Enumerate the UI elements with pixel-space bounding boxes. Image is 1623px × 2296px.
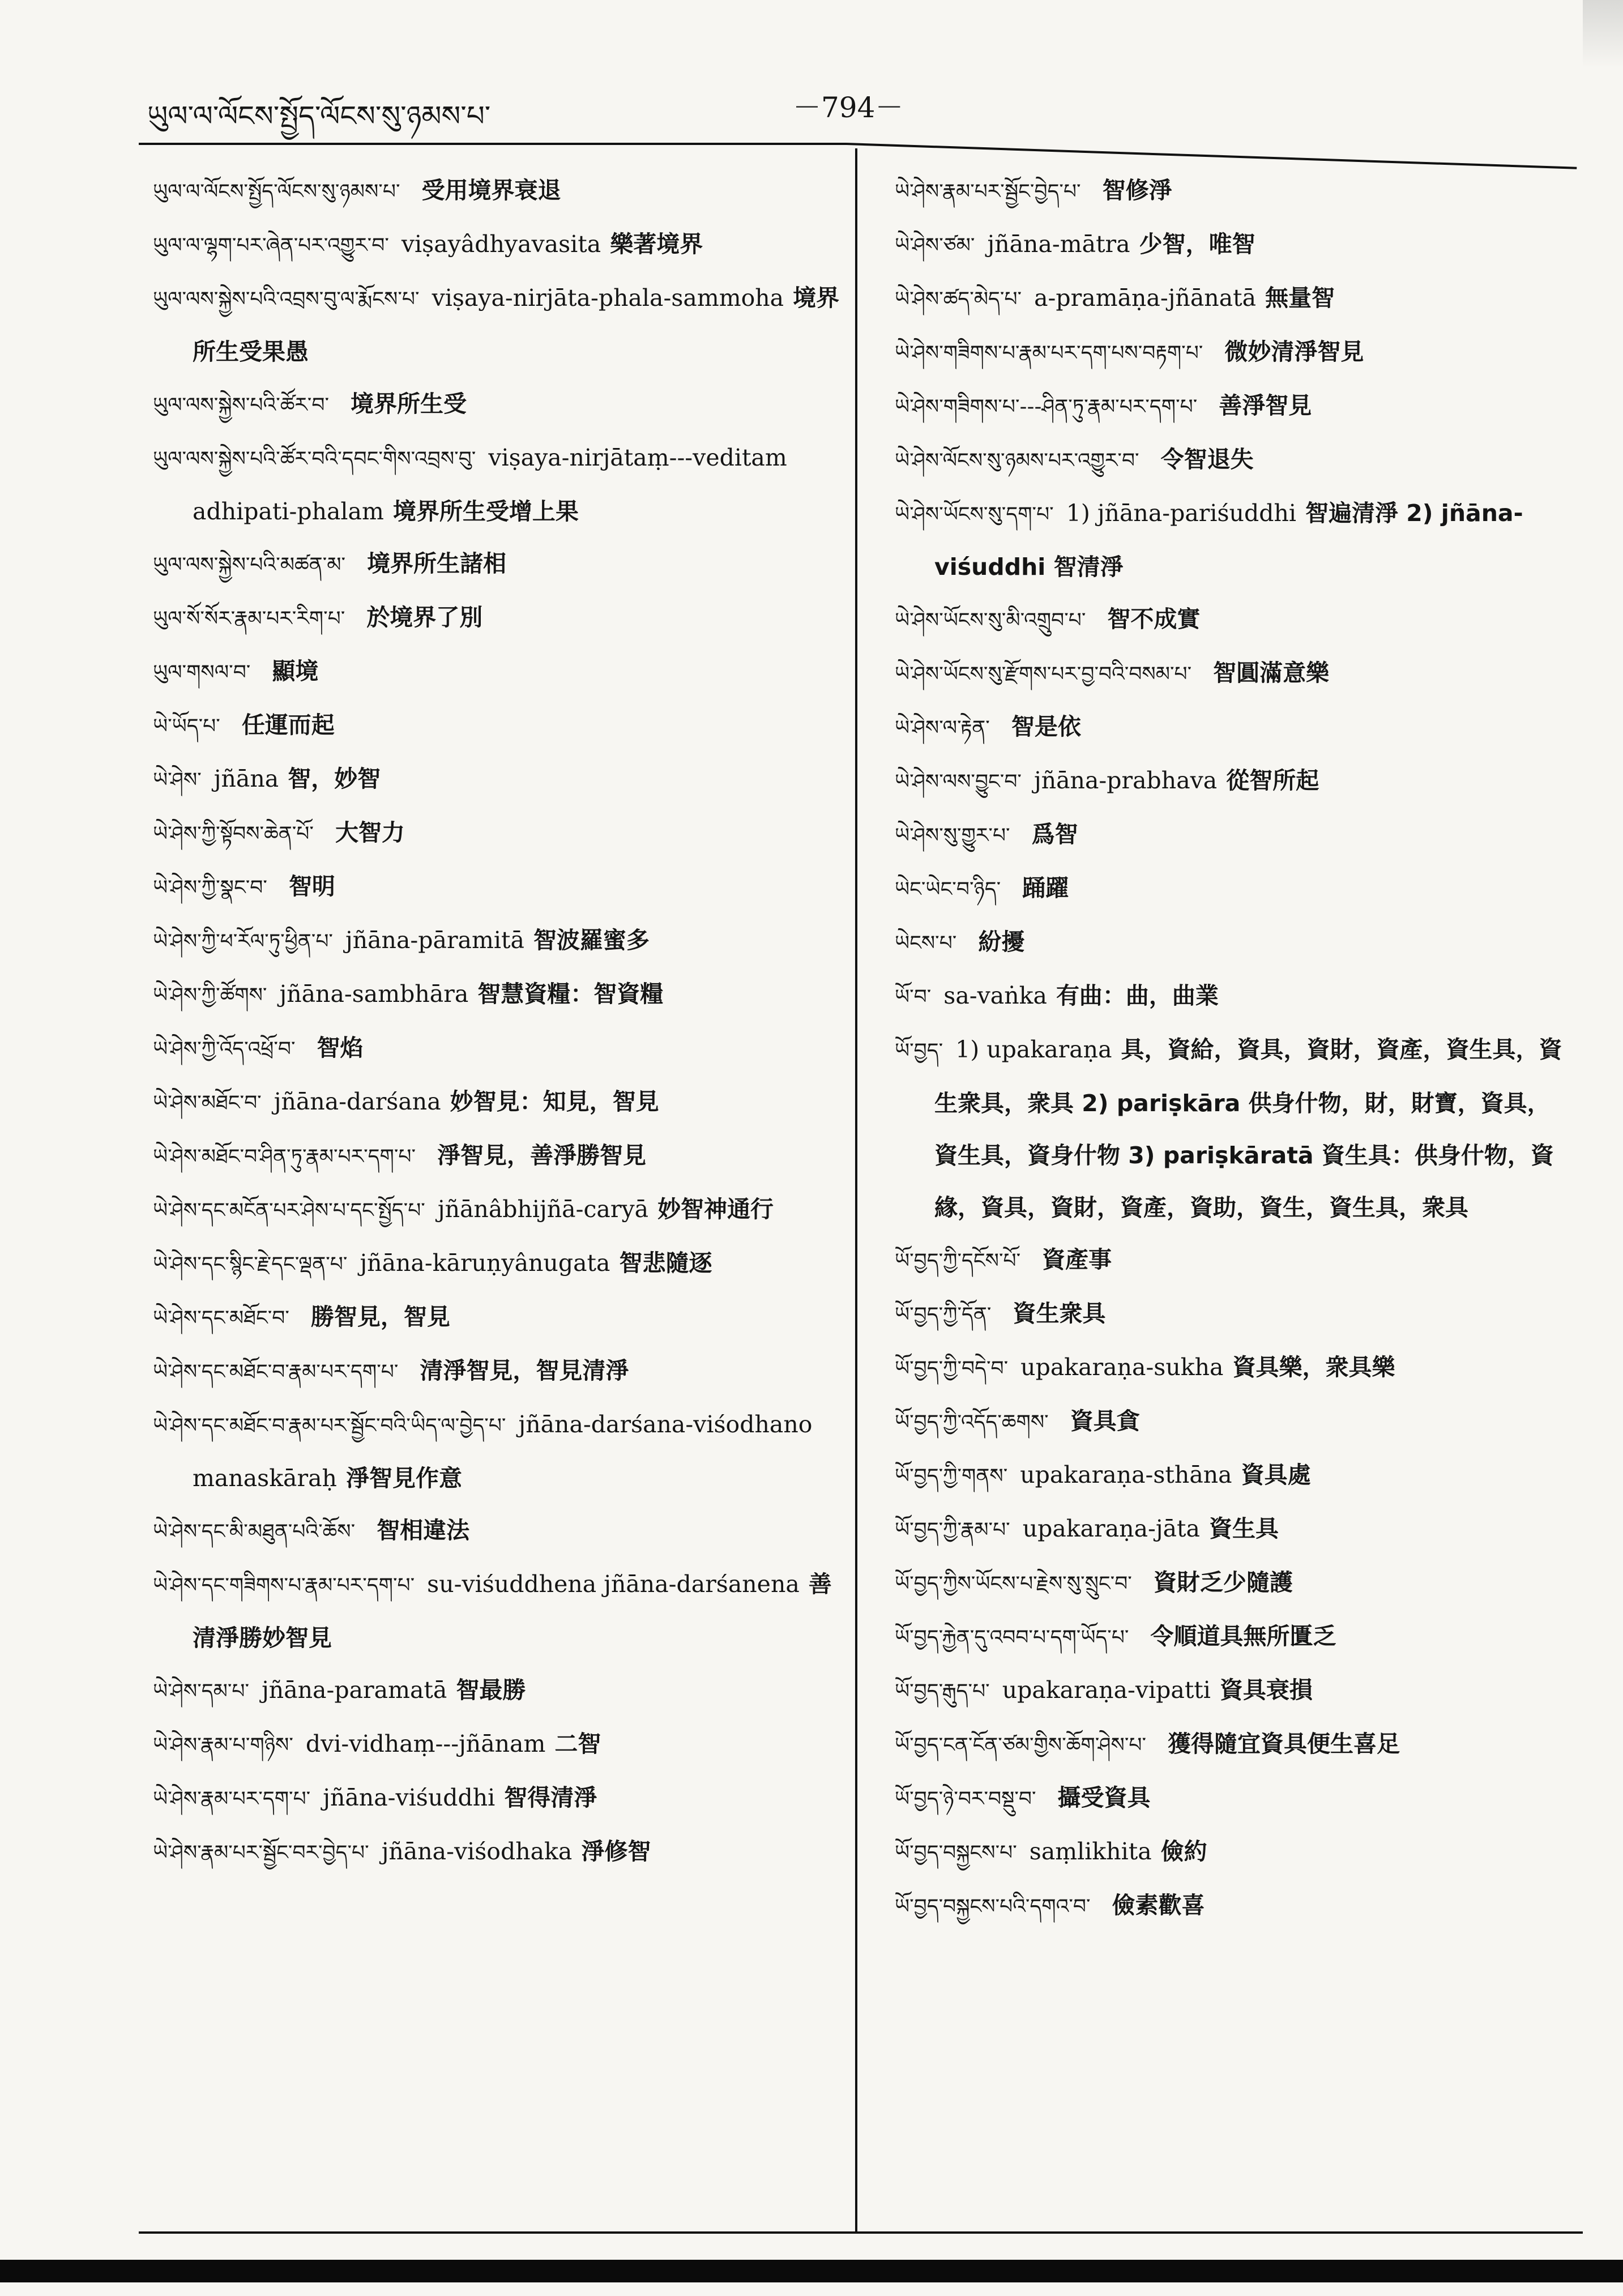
- dictionary-entry: [895, 593, 1569, 647]
- chinese-translation: 淨智見，善淨勝智見: [437, 1142, 647, 1169]
- tibetan-headword: ཡེ་ཤེས་དང་མཐོང་བ་རྣམ་པར་སྦྱོང་བའི་ཡིད་ལ་བྱེད་པ་: [153, 1414, 506, 1437]
- dictionary-entry: [153, 591, 844, 645]
- tibetan-headword: ཡོ་བྱད་ཀྱི་འདོད་ཆགས་: [895, 1411, 1049, 1434]
- tibetan-headword: ཡོ་བྱད་རྒུད་པ་: [895, 1680, 990, 1703]
- tibetan-headword: ཡེ་ཤེས་གཟིགས་པ་---ཤིན་ཏུ་རྣམ་པར་དག་པ་: [895, 395, 1198, 419]
- dictionary-entry: [895, 164, 1569, 218]
- dictionary-entry: [153, 1022, 844, 1076]
- dictionary-entry: [153, 1398, 844, 1504]
- chinese-translation: 爲智: [1031, 821, 1078, 848]
- sanskrit-equivalent: jñāna-pāramitā: [345, 927, 524, 954]
- tibetan-headword: ཡེ་ཤེས་གཟིགས་པ་རྣམ་པར་དག་པས་བརྟག་པ་: [895, 342, 1203, 365]
- page-header: [147, 85, 1563, 133]
- chinese-translation: 儉素歡喜: [1112, 1892, 1205, 1919]
- dictionary-entry: [895, 970, 1569, 1023]
- chinese-translation: 境界所生諸相: [367, 550, 507, 577]
- tibetan-headword: ཡེ་ཤེས་ལ་རྟེན་: [895, 716, 990, 740]
- tibetan-headword: ཡོ་བྱད་ཀྱི་དོན་: [895, 1303, 992, 1326]
- dictionary-entry: [153, 1237, 844, 1291]
- dictionary-entry: [895, 487, 1569, 593]
- dictionary-entry: [153, 1772, 844, 1825]
- chinese-translation: 智，妙智: [288, 765, 381, 792]
- dictionary-entry: [153, 645, 844, 699]
- dictionary-entry: [153, 1345, 844, 1398]
- chinese-translation: 妙智神通行: [657, 1196, 774, 1223]
- chinese-translation: 清淨智見，智見清淨: [420, 1357, 629, 1384]
- dictionary-entry: [895, 808, 1569, 862]
- sanskrit-equivalent: upakaraṇa-sthāna: [1020, 1461, 1232, 1488]
- dictionary-entry: [895, 1449, 1569, 1503]
- chinese-translation: 踊躍: [1022, 874, 1069, 902]
- chinese-translation: 淨修智: [581, 1838, 651, 1865]
- sanskrit-equivalent: viṣaya-nirjāta-phala-sammoha: [432, 284, 784, 311]
- tibetan-headword: ཡེ་ཤེས་ལས་བྱུང་བ་: [895, 770, 1022, 793]
- tibetan-headword: ཡོ་བྱད་ཀྱི་བདེ་བ་: [895, 1357, 1009, 1380]
- tibetan-headword: ཡུལ་ལས་སྐྱེས་པའི་འབྲས་བུ་ལ་རྨོངས་པ་: [153, 288, 420, 311]
- dictionary-entry: [895, 1395, 1569, 1449]
- chinese-translation: 淨智見作意: [345, 1465, 462, 1492]
- chinese-translation: 大智力: [335, 819, 405, 846]
- chinese-translation: 智修淨: [1102, 177, 1172, 204]
- tibetan-headword: ཡེ་ཤེས་ཡོངས་སུ་དག་པ་: [895, 503, 1054, 526]
- dictionary-entry: [895, 862, 1569, 916]
- chinese-translation: 善淨智見: [1219, 392, 1312, 419]
- scan-edge-mark: [1583, 0, 1623, 68]
- chinese-translation: 勝智見，智見: [310, 1303, 450, 1330]
- tibetan-headword: ཡོ་བྱད་ཉེ་བར་བསྡུ་བ་: [895, 1787, 1036, 1811]
- tibetan-headword: ཡེང་ཡེང་བ་ཉིད་: [895, 878, 1001, 901]
- chinese-translation: 資財乏少隨護: [1153, 1569, 1293, 1596]
- tibetan-headword: ཡེ་ཤེས་ཀྱི་ཕ་རོལ་ཏུ་ཕྱིན་པ་: [153, 930, 333, 953]
- dictionary-entry: [153, 914, 844, 968]
- dictionary-entry: [153, 968, 844, 1022]
- chinese-translation: 智是依: [1011, 713, 1081, 740]
- tibetan-headword: ཡུལ་ལ་ལོངས་སྤྱོད་ལོངས་སུ་ཉམས་པ་: [153, 180, 400, 203]
- column-divider: [855, 148, 857, 2233]
- tibetan-headword: ཡེ་ཤེས་མཐོང་བ་: [153, 1091, 262, 1115]
- chinese-translation: 令順道具無所匱乏: [1150, 1623, 1336, 1650]
- footer-rule: [139, 2231, 1583, 2234]
- dictionary-entry: [895, 326, 1569, 379]
- chinese-translation: 任運而起: [241, 711, 335, 739]
- dictionary-entry: [153, 860, 844, 914]
- chinese-translation: 智明: [288, 873, 335, 900]
- sanskrit-equivalent: jñāna-mātra: [987, 231, 1130, 258]
- dictionary-entry: [895, 1718, 1569, 1772]
- chinese-translation: 資具樂，衆具樂: [1232, 1354, 1395, 1381]
- dictionary-entry: [153, 1664, 844, 1718]
- dictionary-entry: [153, 1076, 844, 1129]
- chinese-translation: 智悲隨逐: [619, 1249, 712, 1277]
- tibetan-headword: ཡེ་ཤེས་ཡོངས་སུ་མི་འགྲུབ་པ་: [895, 609, 1086, 632]
- tibetan-headword: ཡོ་བྱད་ཀྱི་གནས་: [895, 1465, 1008, 1488]
- chinese-translation: 攝受資具: [1057, 1784, 1151, 1811]
- chinese-translation: 顯境: [272, 658, 319, 685]
- chinese-translation: 智不成實: [1107, 605, 1201, 633]
- dictionary-entry: [153, 164, 844, 218]
- tibetan-headword: ཡེ་ཤེས་དང་གཟིགས་པ་རྣམ་པར་དག་པ་: [153, 1574, 415, 1597]
- dictionary-entry: [153, 1291, 844, 1345]
- tibetan-headword: ཡོ་བྱད་བསྐྱངས་པའི་དགའ་བ་: [895, 1895, 1091, 1918]
- sanskrit-equivalent: jñāna-darśana: [274, 1088, 441, 1115]
- tibetan-headword: ཡེ་ཤེས་སུ་གྱུར་པ་: [895, 824, 1010, 847]
- chinese-translation: 資生衆具: [1013, 1300, 1106, 1327]
- chinese-translation: 智得清淨: [504, 1784, 597, 1811]
- dictionary-entry: [895, 379, 1569, 433]
- chinese-translation: 樂著境界: [610, 231, 703, 258]
- sanskrit-equivalent: 1) upakaraṇa: [955, 1036, 1112, 1063]
- dictionary-entry: [153, 218, 844, 272]
- dictionary-entry: [895, 218, 1569, 272]
- dictionary-entry: [153, 1718, 844, 1772]
- dictionary-entry: [895, 1879, 1569, 1933]
- tibetan-headword: ཡེ་ཤེས་ལོངས་སུ་ཉམས་པར་འགྱུར་བ་: [895, 449, 1139, 472]
- sanskrit-equivalent: a-pramāṇa-jñānatā: [1034, 284, 1257, 311]
- tibetan-headword: ཡེ་ཤེས་ཀྱི་སྣང་བ་: [153, 876, 267, 899]
- sanskrit-equivalent: upakaraṇa-jāta: [1022, 1515, 1200, 1542]
- chinese-translation: 儉約: [1160, 1838, 1207, 1865]
- dictionary-entry: [895, 1556, 1569, 1610]
- dictionary-entry: [153, 753, 844, 806]
- dictionary-entry: [895, 1664, 1569, 1718]
- tibetan-headword: ཡེ་ཤེས་རྣམ་པར་སྦྱོང་བྱེད་པ་: [895, 180, 1081, 203]
- sanskrit-equivalent: 1) jñāna-pariśuddhi: [1066, 500, 1296, 527]
- sanskrit-equivalent: saṃlikhita: [1029, 1838, 1152, 1865]
- dictionary-entry: [153, 1825, 844, 1879]
- chinese-translation: 資具貪: [1070, 1407, 1140, 1435]
- tibetan-headword: ཡུལ་ལ་ལྷག་པར་ཞེན་པར་འགྱུར་བ་: [153, 234, 389, 257]
- dictionary-entry: [153, 537, 844, 591]
- sanskrit-equivalent: upakaraṇa-sukha: [1020, 1354, 1224, 1381]
- dictionary-entry: [895, 701, 1569, 754]
- sanskrit-equivalent: jñāna-darśana-viśodhano manaskāraḥ: [193, 1411, 813, 1492]
- dictionary-entry: [895, 433, 1569, 487]
- dictionary-entry: [153, 272, 844, 378]
- tibetan-headword: ཡུལ་སོ་སོར་རྣམ་པར་རིག་པ་: [153, 607, 345, 630]
- chinese-translation: 資具處: [1241, 1461, 1311, 1488]
- header-rule-left: [139, 143, 847, 145]
- chinese-translation: 資生具: [1208, 1515, 1279, 1542]
- chinese-translation: 智遍清淨 2) jñāna-viśuddhi 智清淨: [934, 500, 1523, 581]
- tibetan-headword: ཡེ་ཡོད་པ་: [153, 715, 220, 738]
- sanskrit-equivalent: viṣayâdhyavasita: [401, 231, 601, 258]
- chinese-translation: 智相違法: [377, 1517, 470, 1544]
- dictionary-entry: [895, 1610, 1569, 1664]
- sanskrit-equivalent: jñānâbhijñā-caryā: [437, 1196, 649, 1223]
- dictionary-entry: [895, 647, 1569, 701]
- dictionary-entry: [153, 432, 844, 537]
- chinese-translation: 從智所起: [1226, 767, 1319, 794]
- dictionary-entry: [895, 916, 1569, 970]
- sanskrit-equivalent: jñāna-viśodhaka: [381, 1838, 573, 1865]
- tibetan-headword: ཡུལ་ལས་སྐྱེས་པའི་ཚོར་བ་: [153, 394, 330, 417]
- dictionary-entry: [153, 1504, 844, 1558]
- scan-bottom-bar: [0, 2260, 1623, 2282]
- chinese-translation: 智波羅蜜多: [533, 927, 650, 954]
- tibetan-headword: ཡེ་ཤེས་ཡོངས་སུ་རྫོགས་པར་བྱ་བའི་བསམ་པ་: [895, 663, 1192, 686]
- chinese-translation: 資具衰損: [1219, 1676, 1313, 1704]
- chinese-translation: 二智: [554, 1730, 601, 1757]
- chinese-translation: 微妙清淨智見: [1224, 338, 1364, 365]
- chinese-translation: 令智退失: [1160, 446, 1254, 473]
- tibetan-headword: ཡེ་ཤེས་དང་མཐོང་བ་རྣམ་པར་དག་པ་: [153, 1360, 399, 1384]
- chinese-translation: 境界所生受果愚: [193, 284, 840, 365]
- tibetan-headword: ཡོ་བ་: [895, 985, 932, 1009]
- dictionary-entry: [895, 1023, 1569, 1234]
- dictionary-entry: [895, 1503, 1569, 1556]
- chinese-translation: 妙智見：知見，智見: [450, 1088, 659, 1115]
- tibetan-headword: ཡུལ་ལས་སྐྱེས་པའི་ཚོར་བའི་དབང་གིས་འབྲས་བུ་: [153, 447, 476, 471]
- running-head: ཡུལ་ལ་ལོངས་སྤྱོད་ལོངས་སུ་ཉམས་པ་: [147, 100, 491, 133]
- dictionary-entry: [153, 1558, 844, 1664]
- tibetan-headword: ཡོ་བྱད་བསྐྱངས་པ་: [895, 1841, 1017, 1864]
- sanskrit-equivalent: jñāna-paramatā: [262, 1676, 447, 1704]
- right-column: [895, 164, 1569, 1933]
- chinese-translation: 於境界了別: [366, 604, 483, 631]
- tibetan-headword: ཡེ་ཤེས་: [153, 769, 202, 792]
- tibetan-headword: ཡེ་ཤེས་དང་མངོན་པར་ཤེས་པ་དང་སྤྱོད་པ་: [153, 1199, 425, 1222]
- chinese-translation: 紛擾: [978, 928, 1025, 955]
- tibetan-headword: ཡེ་ཤེས་དང་སྙིང་རྗེ་དང་ལྡན་པ་: [153, 1253, 348, 1276]
- tibetan-headword: ཡེ་ཤེས་དམ་པ་: [153, 1680, 250, 1703]
- sanskrit-equivalent: jñāna-viśuddhi: [323, 1784, 496, 1811]
- tibetan-headword: ཡོ་བྱད་: [895, 1039, 943, 1062]
- chinese-translation: 少智，唯智: [1139, 231, 1255, 258]
- sanskrit-equivalent: jñāna-sambhāra: [279, 980, 469, 1008]
- chinese-translation: 具，資給，資具，資財，資產，資生具，資生衆具，衆具 2) pariṣkāra 供身什物，財，財寶，資具，資生具，資身什物 3) pariṣkāratā 資生具：供身什物，資緣，資具，資財，資產，資助，資生，資生具，衆具: [934, 1036, 1562, 1221]
- sanskrit-equivalent: sa-vaṅka: [943, 982, 1047, 1009]
- chinese-translation: 資產事: [1042, 1246, 1112, 1273]
- tibetan-headword: ཡེ་ཤེས་རྣམ་པར་དག་པ་: [153, 1787, 311, 1811]
- dictionary-entry: [895, 1825, 1569, 1879]
- tibetan-headword: ཡེ་ཤེས་ཀྱི་འོད་འཕྲོ་བ་: [153, 1038, 296, 1061]
- dictionary-entry: [153, 378, 844, 432]
- dictionary-entry: [153, 1183, 844, 1237]
- tibetan-headword: ཡེ་ཤེས་རྣམ་པར་སྦྱོང་བར་བྱེད་པ་: [153, 1841, 369, 1864]
- tibetan-headword: ཡེ་ཤེས་ཙམ་: [895, 234, 975, 257]
- tibetan-headword: ཡེ་ཤེས་རྣམ་པ་གཉིས་: [153, 1734, 293, 1757]
- sanskrit-equivalent: jñāna-prabhava: [1034, 767, 1218, 794]
- tibetan-headword: ཡེ་ཤེས་ཀྱི་སྟོབས་ཆེན་པོ་: [153, 822, 314, 846]
- chinese-translation: 無量智: [1265, 284, 1335, 311]
- chinese-translation: 有曲：曲，曲業: [1056, 982, 1219, 1009]
- chinese-translation: 境界所生受增上果: [392, 498, 579, 525]
- chinese-translation: 獲得隨宜資具便生喜足: [1168, 1730, 1400, 1757]
- dictionary-entry: [895, 1287, 1569, 1341]
- sanskrit-equivalent: viṣaya-nirjātaṃ---veditam adhipati-phalam: [193, 444, 787, 525]
- dictionary-entry: [895, 1772, 1569, 1825]
- tibetan-headword: ཡེངས་པ་: [895, 932, 957, 955]
- chinese-translation: 智圓滿意樂: [1213, 659, 1330, 686]
- chinese-translation: 境界所生受: [351, 390, 467, 417]
- dictionary-entry: [895, 754, 1569, 808]
- left-column: [153, 164, 844, 1879]
- dictionary-entry: [895, 272, 1569, 326]
- sanskrit-equivalent: jñāna-kāruṇyânugata: [360, 1249, 610, 1277]
- tibetan-headword: ཡོ་བྱད་ཀྱིས་ཡོངས་པ་རྗེས་སུ་སྲུང་བ་: [895, 1572, 1132, 1595]
- dictionary-entry: [153, 806, 844, 860]
- tibetan-headword: ཡོ་བྱད་ཀྱི་དངོས་པོ་: [895, 1249, 1021, 1273]
- sanskrit-equivalent: dvi-vidhaṃ---jñānam: [305, 1730, 546, 1757]
- tibetan-headword: ཡེ་ཤེས་དང་མི་མཐུན་པའི་ཆོས་: [153, 1520, 356, 1543]
- sanskrit-equivalent: jñāna: [213, 765, 279, 792]
- chinese-translation: 受用境界衰退: [421, 177, 561, 204]
- chinese-translation: 智最勝: [456, 1676, 526, 1704]
- tibetan-headword: ཡེ་ཤེས་དང་མཐོང་བ་: [153, 1307, 289, 1330]
- chinese-translation: 智焰: [317, 1034, 364, 1061]
- chinese-translation: 智慧資糧：智資糧: [477, 980, 664, 1008]
- tibetan-headword: ཡེ་ཤེས་ཚད་མེད་པ་: [895, 288, 1022, 311]
- tibetan-headword: ཡོ་བྱད་རྐྱེན་དུ་འབབ་པ་དག་ཡོད་པ་: [895, 1626, 1129, 1649]
- tibetan-headword: ཡུལ་ལས་སྐྱེས་པའི་མཚན་མ་: [153, 553, 346, 577]
- page-number: －794－: [793, 91, 904, 124]
- dictionary-entry: [153, 1129, 844, 1183]
- sanskrit-equivalent: su-viśuddhena jñāna-darśanena: [427, 1571, 800, 1598]
- tibetan-headword: ཡེ་ཤེས་མཐོང་བ་ཤིན་ཏུ་རྣམ་པར་དག་པ་: [153, 1145, 416, 1168]
- tibetan-headword: ཡེ་ཤེས་ཀྱི་ཚོགས་: [153, 984, 267, 1007]
- dictionary-entry: [895, 1234, 1569, 1287]
- sanskrit-equivalent: upakaraṇa-vipatti: [1002, 1676, 1211, 1704]
- dictionary-entry: [895, 1341, 1569, 1395]
- tibetan-headword: ཡོ་བྱད་ཀྱི་རྣམ་པ་: [895, 1518, 1010, 1542]
- tibetan-headword: ཡུལ་གསལ་བ་: [153, 661, 251, 684]
- dictionary-entry: [153, 699, 844, 753]
- tibetan-headword: ཡོ་བྱད་ངན་ངོན་ཙམ་གྱིས་ཆོག་ཤེས་པ་: [895, 1734, 1147, 1757]
- chinese-translation: 善清淨勝妙智見: [193, 1571, 832, 1651]
